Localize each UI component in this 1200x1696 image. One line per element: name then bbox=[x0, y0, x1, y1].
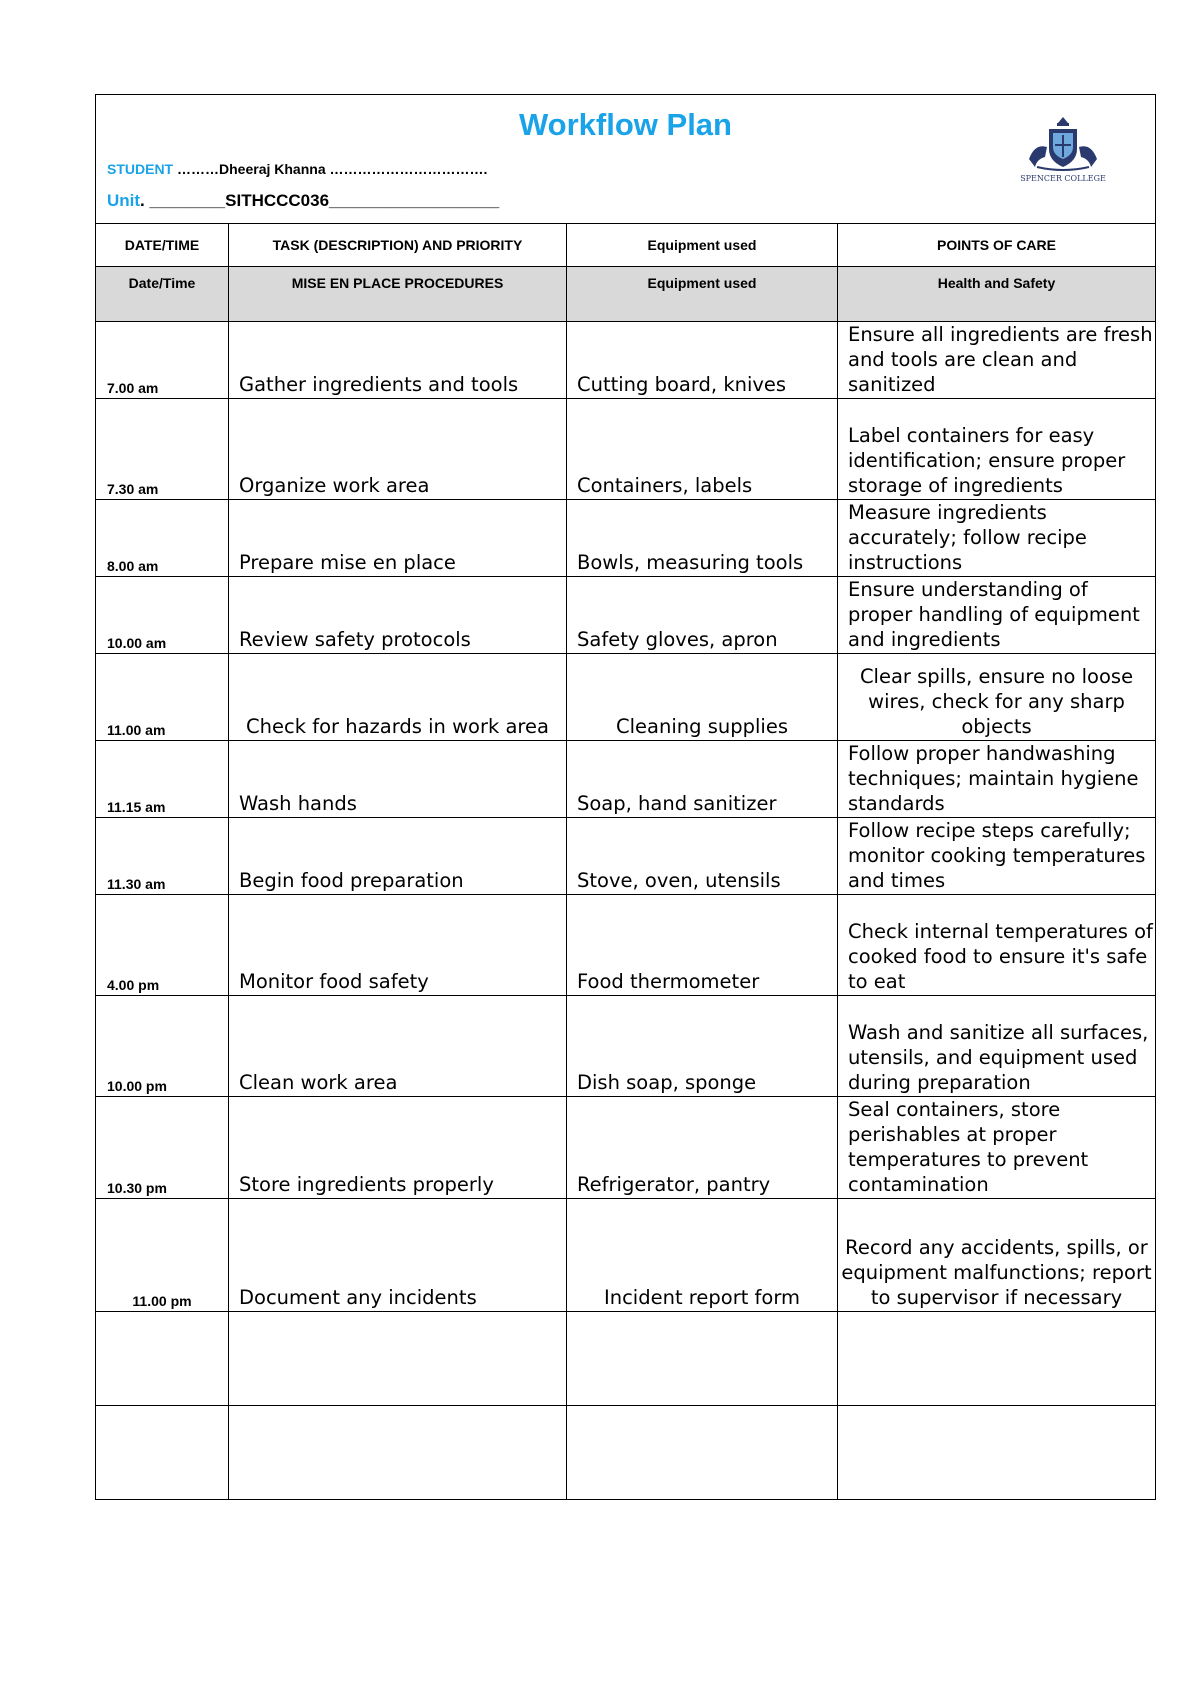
subheader-procedures: MISE EN PLACE PROCEDURES bbox=[291, 275, 504, 291]
workflow-plan-table bbox=[95, 94, 1156, 1500]
task-cell: Organize work area bbox=[229, 399, 567, 500]
time-cell: 8.00 am bbox=[96, 500, 229, 577]
time-cell: 10.00 am bbox=[96, 577, 229, 654]
equipment-cell: Soap, hand sanitizer bbox=[567, 741, 838, 818]
time-cell: 11.00 am bbox=[96, 654, 229, 741]
time-cell: 10.00 pm bbox=[96, 996, 229, 1097]
care-cell: Clear spills, ensure no loose wires, check for any sharp objects bbox=[838, 654, 1156, 741]
empty-cell bbox=[96, 1312, 229, 1406]
column-header-care: POINTS OF CARE bbox=[838, 224, 1156, 267]
task-cell: Review safety protocols bbox=[229, 577, 567, 654]
table-row bbox=[96, 996, 1156, 1097]
equipment-cell: Safety gloves, apron bbox=[567, 577, 838, 654]
task-cell: Begin food preparation bbox=[229, 818, 567, 895]
task-cell: Gather ingredients and tools bbox=[229, 322, 567, 399]
care-cell: Label containers for easy identification; ensure proper storage of ingredients bbox=[838, 399, 1156, 500]
care-cell: Follow proper handwashing techniques; maintain hygiene standards bbox=[838, 741, 1156, 818]
empty-cell bbox=[229, 1312, 567, 1406]
table-row bbox=[96, 654, 1156, 741]
table-row bbox=[96, 322, 1156, 399]
subheader-equipment-cell bbox=[567, 267, 838, 322]
subheader-datetime-cell bbox=[96, 267, 229, 322]
task-cell: Check for hazards in work area bbox=[229, 654, 567, 741]
time-cell: 7.00 am bbox=[96, 322, 229, 399]
subheader-datetime: Date/Time bbox=[128, 275, 196, 291]
care-cell: Follow recipe steps carefully; monitor cooking temperatures and times bbox=[838, 818, 1156, 895]
table-row bbox=[96, 500, 1156, 577]
table-row bbox=[96, 818, 1156, 895]
table-row bbox=[96, 895, 1156, 996]
equipment-cell: Food thermometer bbox=[567, 895, 838, 996]
header-row bbox=[96, 95, 1156, 224]
equipment-cell: Cleaning supplies bbox=[567, 654, 838, 741]
equipment-cell: Cutting board, knives bbox=[567, 322, 838, 399]
subheader-equipment: Equipment used bbox=[647, 275, 757, 291]
table-row bbox=[96, 1199, 1156, 1312]
college-logo bbox=[1017, 115, 1109, 187]
header-cell bbox=[96, 95, 1156, 224]
column-header-equipment: Equipment used bbox=[567, 224, 838, 267]
task-cell: Monitor food safety bbox=[229, 895, 567, 996]
equipment-cell: Incident report form bbox=[567, 1199, 838, 1312]
task-cell: Store ingredients properly bbox=[229, 1097, 567, 1199]
equipment-cell: Dish soap, sponge bbox=[567, 996, 838, 1097]
time-cell: 11.15 am bbox=[96, 741, 229, 818]
care-cell: Record any accidents, spills, or equipment malfunctions; report to supervisor if necessary bbox=[838, 1199, 1156, 1312]
time-cell: 10.30 pm bbox=[96, 1097, 229, 1199]
unit-code: . ________SITHCCC036__________________ bbox=[140, 191, 500, 210]
care-cell: Ensure understanding of proper handling of equipment and ingredients bbox=[838, 577, 1156, 654]
unit-line bbox=[107, 191, 499, 211]
time-cell: 7.30 am bbox=[96, 399, 229, 500]
subheader-row bbox=[96, 267, 1156, 322]
task-cell: Document any incidents bbox=[229, 1199, 567, 1312]
table-row bbox=[96, 1097, 1156, 1199]
column-header-datetime: DATE/TIME bbox=[96, 224, 229, 267]
page-title: Workflow Plan bbox=[518, 107, 732, 142]
empty-cell bbox=[838, 1312, 1156, 1406]
equipment-cell: Refrigerator, pantry bbox=[567, 1097, 838, 1199]
empty-cell bbox=[838, 1406, 1156, 1500]
care-cell: Measure ingredients accurately; follow recipe instructions bbox=[838, 500, 1156, 577]
time-cell: 11.30 am bbox=[96, 818, 229, 895]
care-cell: Seal containers, store perishables at proper temperatures to prevent contamination bbox=[838, 1097, 1156, 1199]
task-cell: Clean work area bbox=[229, 996, 567, 1097]
subheader-procedures-cell bbox=[229, 267, 567, 322]
time-cell: 4.00 pm bbox=[96, 895, 229, 996]
logo-text: SPENCER COLLEGE bbox=[1020, 174, 1106, 183]
task-cell: Prepare mise en place bbox=[229, 500, 567, 577]
equipment-cell: Stove, oven, utensils bbox=[567, 818, 838, 895]
subheader-safety-cell bbox=[838, 267, 1156, 322]
table-row bbox=[96, 399, 1156, 500]
care-cell: Wash and sanitize all surfaces, utensils, and equipment used during preparation bbox=[838, 996, 1156, 1097]
empty-row bbox=[96, 1406, 1156, 1500]
empty-cell bbox=[567, 1406, 838, 1500]
student-name: ………Dheeraj Khanna ……………………………. bbox=[173, 161, 488, 177]
table-row bbox=[96, 741, 1156, 818]
subheader-safety: Health and Safety bbox=[937, 275, 1056, 291]
task-cell: Wash hands bbox=[229, 741, 567, 818]
empty-row bbox=[96, 1312, 1156, 1406]
care-cell: Check internal temperatures of cooked food to ensure it's safe to eat bbox=[838, 895, 1156, 996]
column-header-row bbox=[96, 224, 1156, 267]
empty-cell bbox=[229, 1406, 567, 1500]
unit-label: Unit bbox=[107, 191, 141, 210]
equipment-cell: Containers, labels bbox=[567, 399, 838, 500]
care-cell: Ensure all ingredients are fresh and tools are clean and sanitized bbox=[838, 322, 1156, 399]
equipment-cell: Bowls, measuring tools bbox=[567, 500, 838, 577]
student-line bbox=[107, 161, 487, 177]
empty-cell bbox=[567, 1312, 838, 1406]
empty-cell bbox=[96, 1406, 229, 1500]
table-row bbox=[96, 577, 1156, 654]
time-cell: 11.00 pm bbox=[96, 1199, 229, 1312]
column-header-task: TASK (DESCRIPTION) AND PRIORITY bbox=[229, 224, 567, 267]
student-label: STUDENT bbox=[107, 161, 174, 177]
workflow-plan-document bbox=[95, 94, 1155, 1500]
